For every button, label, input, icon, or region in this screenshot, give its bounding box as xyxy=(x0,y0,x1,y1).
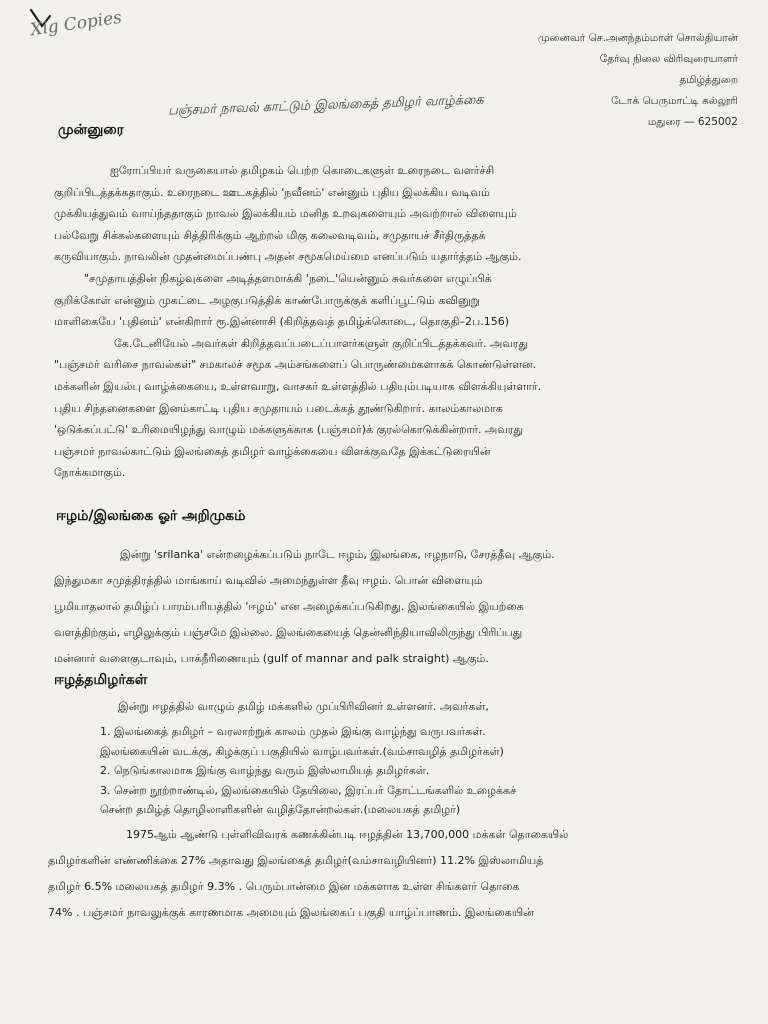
text-line: பல்வேறு சிக்கல்களையும் சித்திரிக்கும் ஆற்றல் மிகு கலைவடிவம், சமுதாயச் சீர்திருத்தக் xyxy=(54,228,486,242)
author-college: டோக் பெருமாட்டி கல்லூரி xyxy=(611,95,738,107)
text-line: இந்துமகா சமுத்திரத்தில் மாங்காய் வடிவில் அமைந்துள்ள தீவு ஈழம். பொன் விளையும் xyxy=(54,574,483,587)
text-line: முக்கியத்துவம் வாய்ந்ததாகும் நாவல் இலக்கியம் மனித உறவுகளையும் அவற்றால் விளையும் xyxy=(54,207,517,221)
text-line: புதிய சிந்தனைகளை இனம்காட்டி புதிய சமுதாயம் படைக்கத் தூண்டுகிறார். காலம்காலமாக xyxy=(54,401,503,415)
text-line: வளத்திற்கும், எழிலுக்கும் பஞ்சமே இல்லை. இலங்கையைத் தென்னிந்தியாவிலிருந்து பிரிப்பது xyxy=(54,626,523,639)
text-line: மக்களின் இயல்பு வாழ்க்கையை, உள்ளவாறு, வாசகர் உள்ளத்தில் பதியும்படியாக விளக்கியுள்ளார். xyxy=(54,379,542,393)
text-line: இன்று 'srilanka' என்றழைக்கப்படும் நாடே ஈழம், இலங்கை, ஈழநாடு, சேரத்தீவு ஆகும். xyxy=(120,548,555,561)
text-line: குறிப்பிடத்தக்கதாகும். உரைநடை ஊடகத்தில் 'நவீனம்' என்னும் புதிய இலக்கிய வடிவம் xyxy=(54,185,490,199)
intro-paragraph xyxy=(54,160,738,484)
text-line: 'ஒடுக்கப்பட்டு' உரிமையிழந்து வாழும் மக்களுக்காக (பஞ்சமர்)க் குரல்கொடுக்கின்றார். அவரது xyxy=(54,423,523,437)
text-line: 74% . பஞ்சமர் நாவலுக்குக் காரணமாக அமையும் இலங்கைப் பகுதி யாழ்ப்பாணம். இலங்கையின் xyxy=(48,906,534,919)
list-item: இலங்கையின் வடக்கு, கிழக்குப் பகுதியில் வாழ்பவர்கள்.(வம்சாவழித் தமிழர்கள்) xyxy=(100,744,504,758)
text-line: நோக்கமாகும். xyxy=(54,466,126,480)
text-line: பஞ்சமர் நாவல்காட்டும் இலங்கைத் தமிழர் வாழ்க்கையை விளக்குவதே இக்கட்டுரையின் xyxy=(54,444,491,458)
section-heading-intro: முன்னுரை xyxy=(58,122,124,138)
list-item: சென்ற தமிழ்த் தொழிலாளிகளின் வழித்தோன்றல்கள்.(மலையகத் தமிழர்) xyxy=(100,803,461,816)
text-line: மன்னார் வளைகுடாவும், பாக்நீரிணையும் (gulf of mannar and palk straight) ஆகும். xyxy=(54,652,489,665)
section-heading-eelam: ஈழம்/இலங்கை ஓர் அறிமுகம் xyxy=(56,508,246,524)
text-line: 1975ஆம் ஆண்டு புள்ளிவிவரக் கணக்கின்படி ஈழத்தின் 13,700,000 மக்கள் தொகையில் xyxy=(126,828,569,841)
section-heading-eelam-tamils: ஈழத்தமிழர்கள் xyxy=(54,672,148,688)
author-name: முனைவர் செ.அனந்தம்மாள் சொல்தியான் xyxy=(537,32,738,44)
author-city: மதுரை — 625002 xyxy=(647,116,738,128)
handwritten-corner-note: Xig Copies xyxy=(29,7,124,41)
tamils-intro-line: இன்று ஈழத்தில் வாழும் தமிழ் மக்களில் முப்பிரிவினர் உள்ளனர். அவர்கள், xyxy=(118,700,489,713)
list-item: 1. இலங்கைத் தமிழர் – வரலாற்றுக் காலம் முதல் இங்கு வாழ்ந்து வருபவர்கள். xyxy=(100,725,486,738)
text-line: குறிக்கோள் என்னும் முகட்டை அழகுபடுத்திக் காண்போருக்குக் களிப்பூட்டும் கவினுறு xyxy=(54,293,480,307)
handwritten-article-title: பஞ்சமர் நாவல் காட்டும் இலங்கைத் தமிழர் வாழ்க்கை xyxy=(167,92,484,119)
list-item: 3. சென்ற நூற்றாண்டில், இலங்கையில் தேயிலை, இரப்பர் தோட்டங்களில் உழைக்கச் xyxy=(100,783,517,797)
text-line: கே.டேனியேல் அவர்கள் கிறித்தவப்படைப்பாளர்களுள் குறிப்பிடத்தக்கவர். அவரது xyxy=(114,336,528,350)
author-department: தமிழ்த்துறை xyxy=(679,74,738,86)
author-designation: தேர்வு நிலை விரிவுரையாளர் xyxy=(599,53,738,65)
text-line: கருவியாகும். நாவலின் முதன்மைப்பண்பு அதன் சமூகமெய்மை எனப்படும் யதார்த்தம் ஆகும். xyxy=(54,250,522,264)
text-line: மாளிகையே 'புதினம்' என்கிறார் ரூ.இன்னாசி (கிறித்தவத் தமிழ்க்கொடை, தொகுதி–2ப.156) xyxy=(54,315,509,329)
text-line: "பஞ்சமர் வரிசை நாவல்கள்" சமகாலச் சமூக அம்சங்களைப் பொருண்மைகளாகக் கொண்டுள்ளன. xyxy=(54,358,537,372)
eelam-paragraph xyxy=(54,542,738,672)
text-line: "சமுதாயத்தின் நிகழ்வுகளை அடித்தளமாக்கி 'நடை'யென்னும் சுவர்களை எழுப்பிக் xyxy=(84,271,492,285)
population-paragraph xyxy=(48,822,744,926)
list-item: 2. நெடுங்காலமாக இங்கு வாழ்ந்து வரும் இஸ்லாமியத் தமிழர்கள். xyxy=(100,764,430,777)
tamil-groups-list xyxy=(100,722,730,820)
text-line: தமிழர் 6.5% மலையகத் தமிழர் 9.3% . பெரும்பான்மை இன மக்களாக உள்ள சிங்களர் தொகை xyxy=(48,880,520,893)
text-line: ஐரோப்பியர் வருகையால் தமிழகம் பெற்ற கொடைகளுள் உரைநடை வளர்ச்சி xyxy=(110,164,495,177)
text-line: பூமியாதலால் தமிழ்ப் பாரம்பரியத்தில் 'ஈழம்' என அழைக்கப்படுகிறது. இலங்கையில் இயற்கை xyxy=(54,600,524,613)
author-block xyxy=(538,28,738,133)
text-line: தமிழர்களின் எண்ணிக்கை 27% அதாவது இலங்கைத் தமிழர்(வம்சாவழியினர்) 11.2% இஸ்லாமியத் xyxy=(48,854,544,867)
